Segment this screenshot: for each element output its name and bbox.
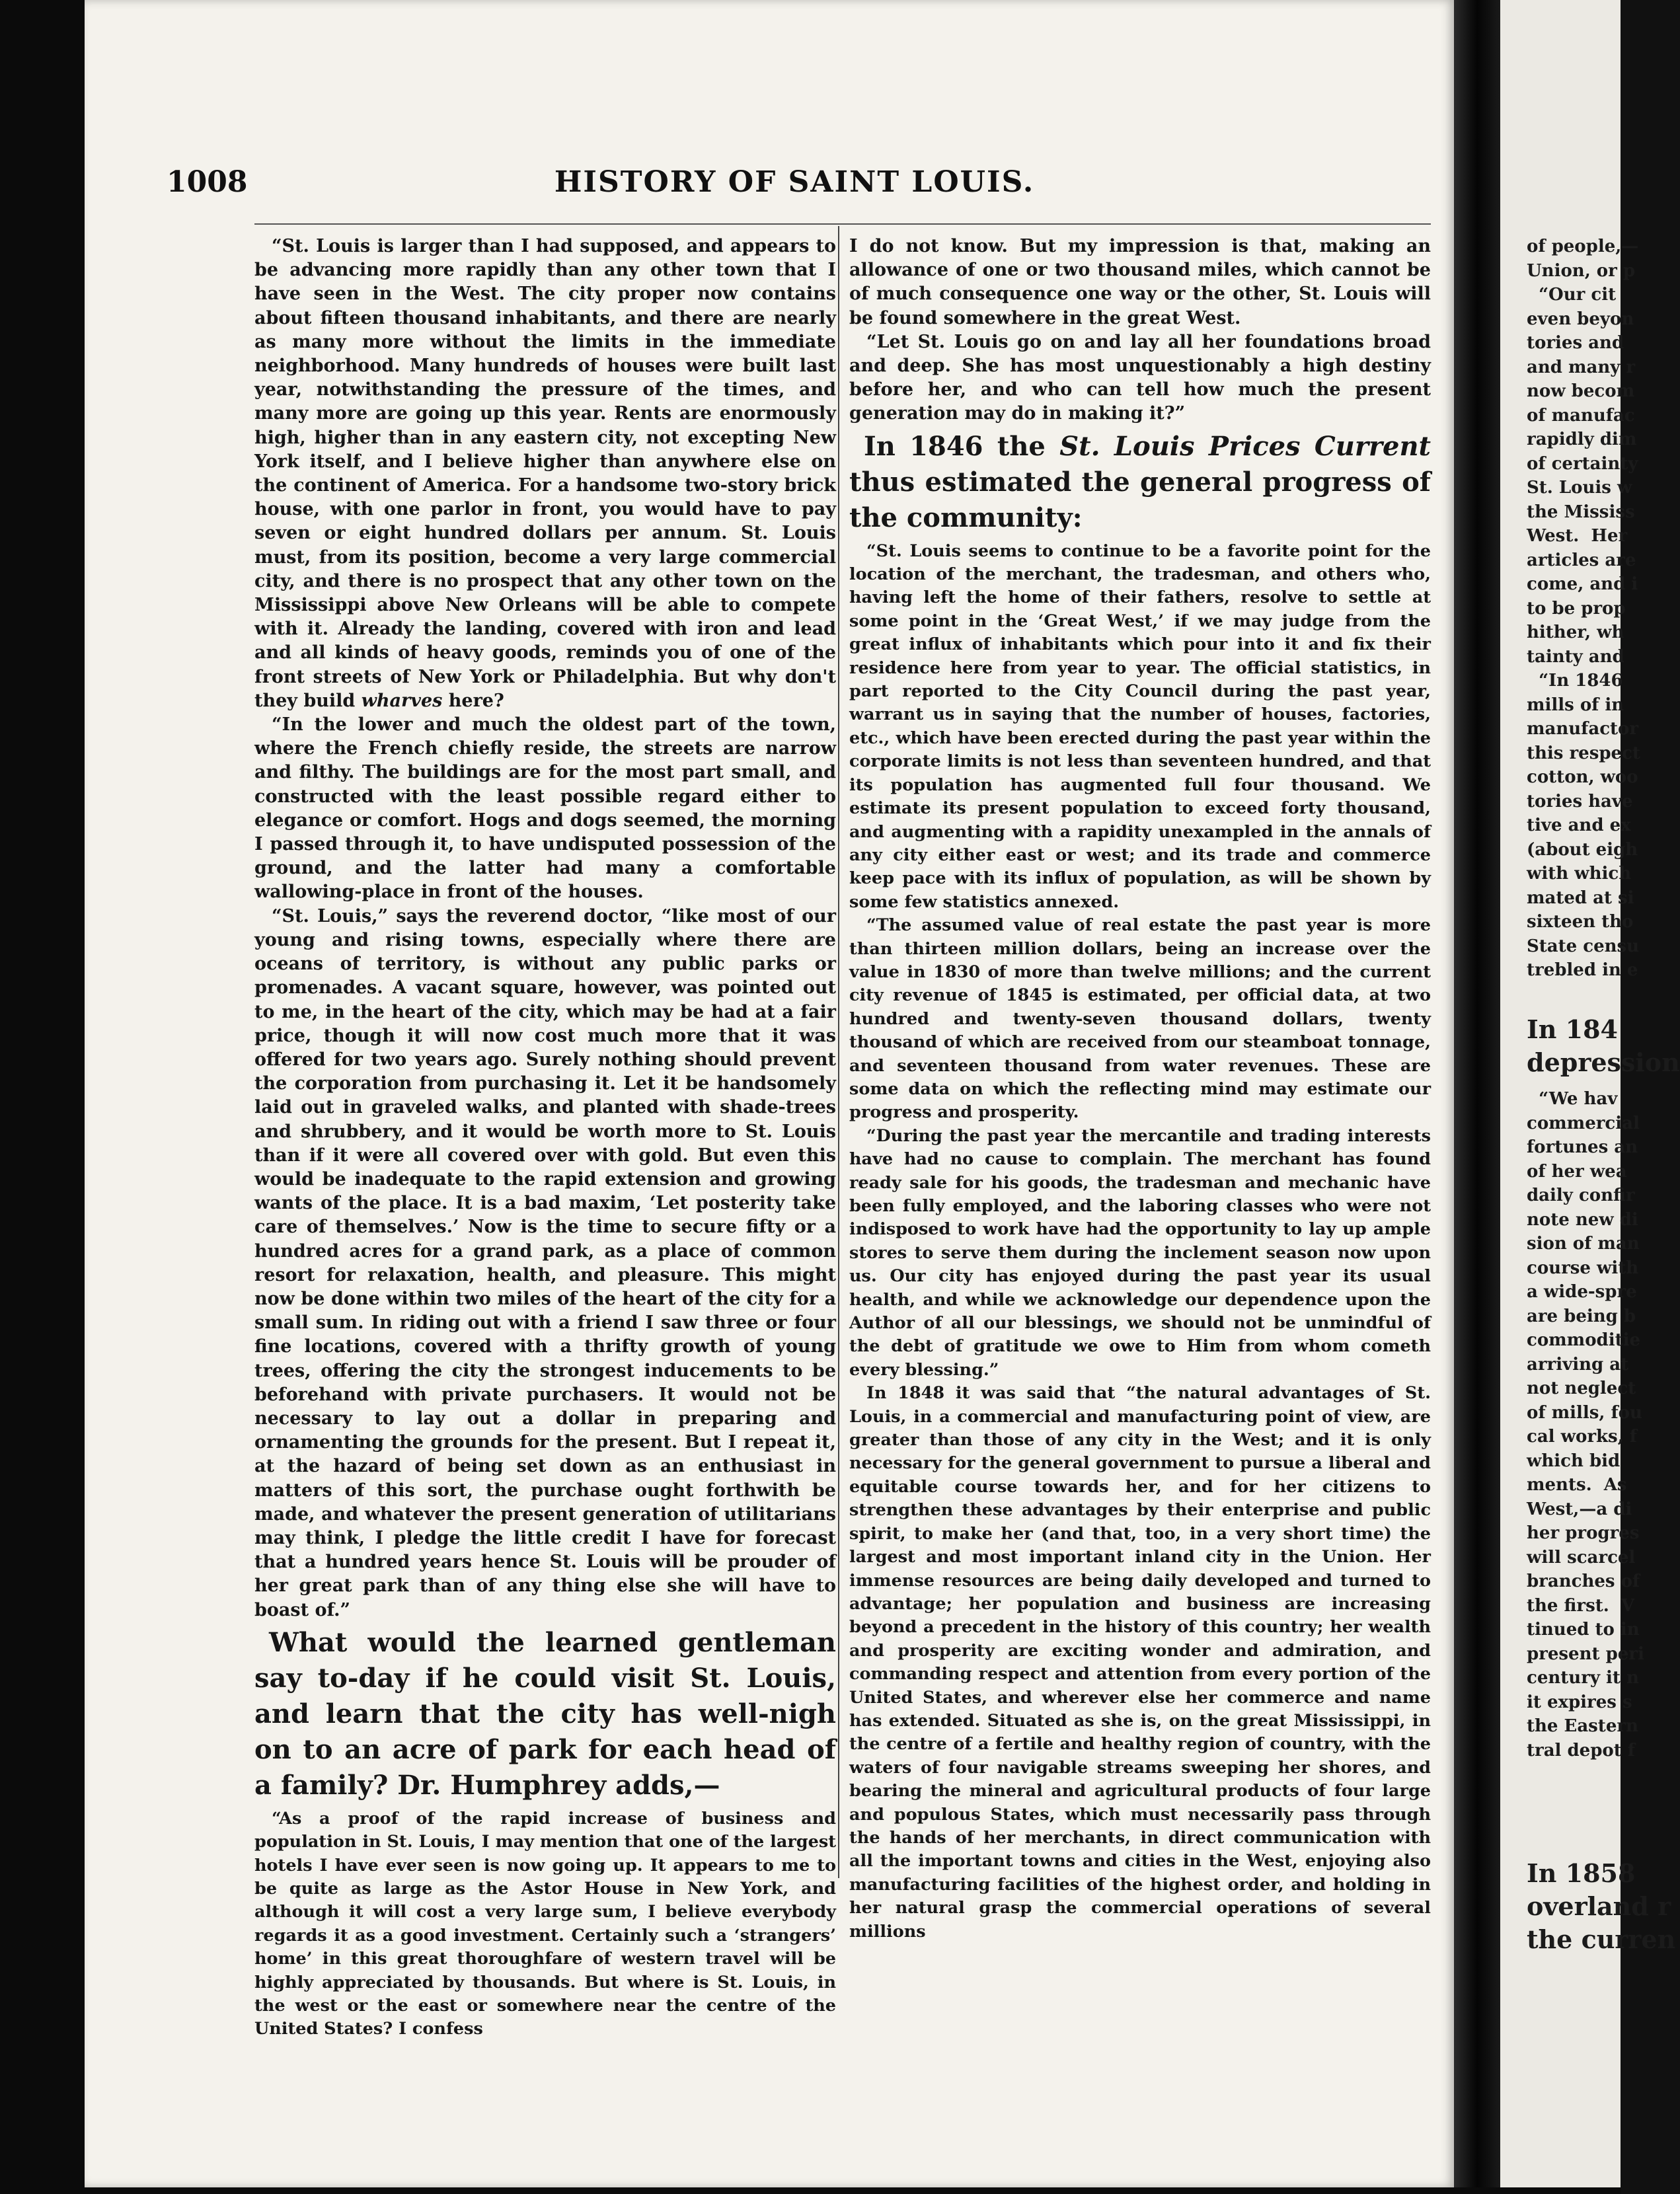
paragraph: “St. Louis,” says the reverend doctor, “like most of our young and rising towns, especially where there are oceans of territory, is without any public parks or promenades. A vacant square, however, was pointed out to me, in the heart of the city, which may be had at a fair price, though it will now cost much more that it was offered for two years ago. Surely nothing should prevent the corporation from purchasing it. Let it be handsomely laid out in graveled walks, and planted with shade-trees and shrubbery, and it would be worth more to St. Louis than if it were all covered over with gold. But even this would be inadequate to the rapid extension and growing wants of the place. It is a bad maxim, ‘Let posterity take care of themselves.’ Now is the time to secure fifty or a hundred acres for a grand park, as a place of common resort for relaxation, health, and pleasure. This might now be done within two miles of the heart of the city for a small sum. In riding out with a friend I saw three or four fine locations, covered with a thrifty growth of young trees, offering the city the strongest inducements to be beforehand with private purchasers. It would not be necessary to lay out a dollar in preparing and ornamenting the grounds for the present. But I repeat it, at the hazard of being set down as an enthusiast in matters of this sort, the purchase ought forthwith be made, and whatever the present generation of utilitarians may think, I pledge the little credit I have for forecast that a hundred years hence St. Louis will be prouder of her great park than of any thing else she will have to boast of.” xyxy=(254,905,836,1620)
lead-paragraph: What would the learned gentleman say to-day if he could visit St. Louis, and learn that the city has well-nigh on to an acre of park for each head of a family? Dr. Humphrey adds,— xyxy=(254,1626,836,1801)
paragraph: “St. Louis seems to continue to be a favorite point for the location of the merchant, the tradesman, and others who, having left the home of their fathers, resolve to settle at some point in the ‘Great West,’ if we may judge from the great influx of inhabitants which pour into it and fix their residence here from year to year. The official statistics, in part reported to the City Council during the past year, warrant us in saying that the number of houses, factories, etc., which have been erected during the past year within the corporate limits is not less than seventeen hundred, and that its population has augmented full four thousand. We estimate its present population to exceed forty thousand, and augmenting with a rapidity unexampled in the annals of any city either east or west; and its trade and commerce keep pace with its influx of population, as will be shown by some few statistics annexed. xyxy=(849,541,1431,912)
paragraph: In 1848 it was said that “the natural advantages of St. Louis, in a commercial and manufacturing point of view, are greater than those of any city in the West; and it is only necessary for the general government to pursue a liberal and equitable course towards her, and for her citizens to strengthen these advantages by their enterprise and public spirit, to make her (and that, too, in a very short time) the largest and most important inland city in the Union. Her immense resources are being daily developed and turned to advantage; her population and business are increasing beyond a precedent in the history of this country; her wealth and prosperity are exciting wonder and admiration, and commanding respect and attention from every portion of the United States, and wherever else her commerce and name has extended. Situated as she is, on the great Mississippi, in the centre of a fertile and healthy region of country, with the waters of four navigable streams sweeping her shores, and bearing the mineral and agricultural products of four large and populous States, which must necessarily pass through the hands of her merchants, in direct communication with all the important towns and cities in the West, enjoying also manufacturing facilities of the highest order, and holding in her natural grasp the commercial operations of several millions xyxy=(849,1383,1431,1942)
running-head: HISTORY OF SAINT LOUIS. xyxy=(554,165,1035,199)
adjacent-page-lead: In 184 depression xyxy=(1527,1014,1680,1077)
adjacent-page-fragment xyxy=(1500,0,1680,2194)
left-column xyxy=(254,235,836,2041)
scan-border xyxy=(0,2187,1621,2194)
paragraph: I do not know. But my impression is that, making an allowance of one or two thousand miles, which cannot be of much consequence one way or the other, St. Louis will be found somewhere in the great West. xyxy=(849,236,1431,328)
page-header xyxy=(167,165,1422,211)
right-column xyxy=(849,235,1431,1944)
adjacent-page-lead: In 1858 overland r the curren xyxy=(1527,1858,1676,1954)
header-rule xyxy=(254,223,1431,225)
paragraph: “In the lower and much the oldest part of the town, where the French chiefly reside, the streets are narrow and filthy. The buildings are for the most part small, and constructed with the least possible regard either to elegance or comfort. Hogs and dogs seemed, the morning I passed through it, to have undisputed possession of the ground, and the latter had many a comfortable wallowing-place in front of the houses. xyxy=(254,714,836,903)
paragraph: “During the past year the mercantile and trading interests have had no cause to complain. The merchant has found ready sale for his goods, the tradesman and mechanic have been fully employed, and the laboring classes who were not indisposed to work have had the opportunity to lay up ample stores to serve them during the inclement season now upon us. Our city has enjoyed during the past year its usual health, and while we acknowledge our dependence upon the Author of all our blessings, we should not be unmindful of the debt of gratitude we owe to Him from whom cometh every blessing.” xyxy=(849,1125,1431,1380)
adjacent-page-lines: “We hav commercial fortunes an of her wea daily confir note new di sion of man course with a wide-spre are being b commoditie arriving at not neglect of mills, fou cal works, f which bid ments. As West,—a di her progres will scarcel branches of the first. V tinued to in present peri century it n it expires s the Eastern tral depot f xyxy=(1527,1089,1644,1760)
book-gutter xyxy=(1454,0,1500,2194)
adjacent-page-lines: of people,— Union, or p “Our cit even beyon tories and and many r now becom of manufac rapidly dim of certainty St. Louis w the Mississ West. Her articles are come, and i to be prop hither, wh tainty and “In 1846 mills of in manufactor this respect cotton, woo tories have tive and ex (about eigh with which mated at si sixteen tho State censu trebled in e xyxy=(1527,237,1640,980)
scan-border xyxy=(0,0,85,2194)
paragraph: “The assumed value of real estate the past year is more than thirteen million dollars, being an increase over the value in 1830 of more than twelve millions; and the current city revenue of 1845 is estimated, per official data, at two hundred and twenty-seven thousand dollars, twenty thousand of which are received from our steamboat tonnage, and seventeen thousand from water revenues. These are some data on which the reflecting mind may estimate our progress and prosperity. xyxy=(849,915,1431,1123)
lead-paragraph: In 1846 the St. Louis Prices Current thus estimated the general progress of the community: xyxy=(849,430,1431,533)
paragraph: “Let St. Louis go on and lay all her foundations broad and deep. She has most unquestionably a high destiny before her, and who can tell how much the present generation may do in making it?” xyxy=(849,331,1431,424)
paragraph: “St. Louis is larger than I had supposed, and appears to be advancing more rapidly than any other town that I have seen in the West. The city proper now contains about fifteen thousand inhabitants, and there are nearly as many more without the limits in the immediate neighborhood. Many hundreds of houses were built last year, notwithstanding the pressure of the times, and many more are going up this year. Rents are enormously high, higher than in any eastern city, not excepting New York itself, and I believe higher than anywhere else on the continent of America. For a handsome two-story brick house, with one parlor in front, you would have to pay seven or eight hundred dollars per annum. St. Louis must, from its position, become a very large commercial city, and there is no prospect that any other town on the Mississippi above New Orleans will be able to compete with it. Already the landing, covered with iron and lead and all kinds of heavy goods, reminds you of one of the front streets of New York or Philadelphia. But why don't they build wharves here? xyxy=(254,236,836,711)
column-divider xyxy=(838,226,839,1878)
page-number: 1008 xyxy=(167,165,248,199)
paragraph: “As a proof of the rapid increase of business and population in St. Louis, I may mention that one of the largest hotels I have ever seen is now going up. It appears to me to be quite as large as the Astor House in New York, and although it will cost a very large sum, I believe everybody regards it as a good investment. Certainly such a ‘strangers’ home’ in this great thoroughfare of western travel will be highly appreciated by thousands. But where is St. Louis, in the west or the east or somewhere near the centre of the United States? I confess xyxy=(254,1808,836,2039)
